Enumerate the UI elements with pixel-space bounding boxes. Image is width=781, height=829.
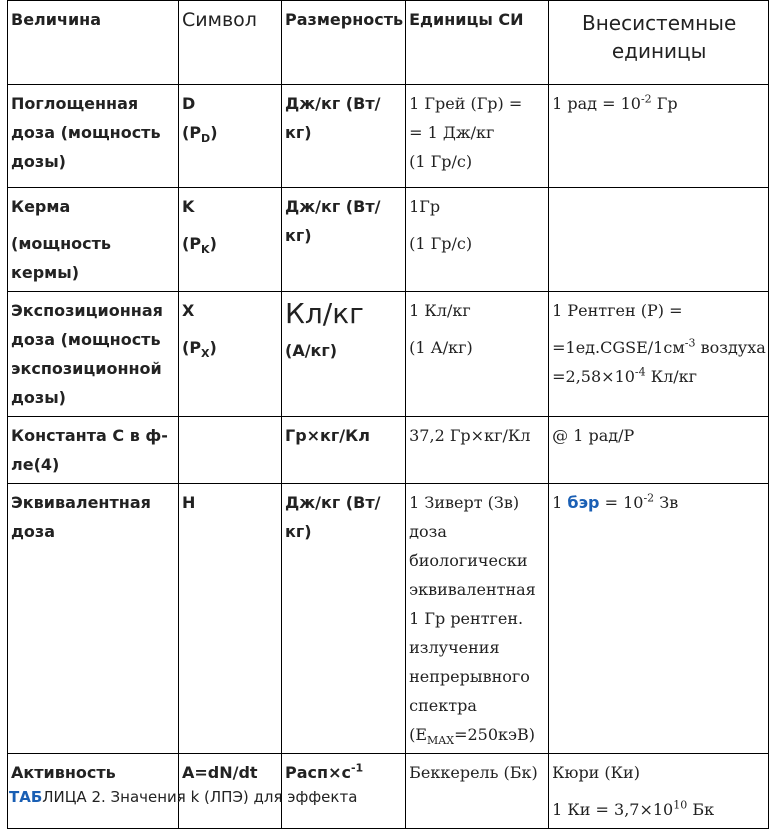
non-si-sup: -2	[640, 92, 652, 106]
quantity-line: экспозиционной	[11, 359, 162, 378]
quantity-line: дозы)	[11, 152, 66, 171]
si-cell	[406, 85, 549, 188]
quantity-cell	[8, 188, 179, 292]
symbol-rate-prefix: (P	[182, 123, 202, 142]
quantity-line: Константа С в ф-	[11, 426, 168, 445]
symbol-main: X	[182, 301, 195, 320]
si-line	[409, 720, 546, 749]
quantity-line: Поглощенная	[11, 94, 139, 113]
si-line: = 1 Дж/кг	[409, 123, 495, 142]
quantity-line: доза	[11, 522, 56, 541]
symbol-rate	[182, 333, 279, 362]
symbol-rate-prefix: (P	[182, 338, 202, 357]
si-line: (1 Гр/с)	[409, 234, 473, 253]
symbol-rate	[182, 118, 279, 147]
non-si-line	[552, 333, 766, 362]
si-cell	[406, 292, 549, 417]
dimension-cell	[282, 85, 406, 188]
caption-text: ЛИЦА 2. Значения k (ЛПЭ) для эффекта	[42, 788, 358, 806]
quantity-cell	[8, 85, 179, 188]
quantity-line: доза (мощность	[11, 123, 161, 142]
symbol-cell	[179, 292, 282, 417]
ber-link[interactable]: бэр	[567, 493, 600, 512]
si-line: 1 Гр рентген.	[409, 609, 524, 628]
non-si-text: 1 рад = 10	[552, 94, 641, 113]
dimension-line: Дж/кг (Вт/	[285, 94, 381, 113]
non-si-text: Зв	[654, 493, 679, 512]
dimension-line: Дж/кг (Вт/	[285, 493, 381, 512]
header-si-units: Единицы СИ	[406, 1, 549, 85]
symbol-rate-suffix: )	[209, 234, 217, 253]
non-si-text: Кл/кг	[645, 367, 698, 386]
si-cell	[406, 484, 549, 754]
symbol-main: K	[182, 197, 195, 216]
quantity-line: Керма	[11, 197, 71, 216]
symbol-cell	[179, 85, 282, 188]
non-si-text: Бк	[687, 800, 715, 819]
non-si-cell	[549, 292, 769, 417]
non-si-cell	[549, 754, 769, 829]
symbol-cell: A=dN/dt	[179, 754, 282, 829]
symbol-cell	[179, 417, 282, 484]
header-non-si-line: единицы	[611, 39, 707, 63]
symbol-cell: H	[179, 484, 282, 754]
symbol-cell	[179, 188, 282, 292]
si-line: 1 Грей (Гр) =	[409, 94, 523, 113]
si-line: доза	[409, 522, 447, 541]
quantity-line: Экспозиционная	[11, 301, 163, 320]
quantity-line: доза (мощность	[11, 330, 161, 349]
symbol-rate-suffix: )	[209, 338, 217, 357]
si-sub: MAX	[427, 734, 455, 748]
symbol-rate-sub: K	[201, 243, 210, 257]
si-line: (1 Гр/с)	[409, 152, 473, 171]
si-text: =250кэВ)	[454, 725, 535, 744]
quantity-line: (мощность	[11, 234, 111, 253]
si-line: эквивалентная	[409, 580, 536, 599]
quantity-line: кермы)	[11, 263, 80, 282]
non-si-line: Кюри (Ки)	[552, 763, 640, 782]
symbol-rate-sub: D	[201, 132, 211, 146]
si-line: 1Гр	[409, 197, 441, 216]
si-line: непрерывного	[409, 667, 530, 686]
non-si-cell: @ 1 рад/Р	[549, 417, 769, 484]
header-non-si-line: Внесистемные	[581, 11, 737, 35]
quantity-cell	[8, 417, 179, 484]
si-line: (1 А/кг)	[409, 338, 473, 357]
si-cell: Беккерель (Бк)	[406, 754, 549, 829]
symbol-rate-prefix: (P	[182, 234, 202, 253]
table-row	[8, 417, 769, 484]
non-si-text: Гр	[651, 94, 678, 113]
quantity-cell	[8, 484, 179, 754]
quantity-cell	[8, 292, 179, 417]
non-si-text: воздуха	[695, 338, 766, 357]
non-si-sup: -3	[684, 336, 696, 350]
non-si-line	[552, 362, 766, 391]
si-line: 1 Кл/кг	[409, 301, 471, 320]
symbol-rate-suffix: )	[210, 123, 218, 142]
dimension-line: кг)	[285, 226, 312, 245]
non-si-sup: -2	[643, 491, 655, 505]
non-si-cell	[549, 484, 769, 754]
table-row	[8, 292, 769, 417]
non-si-sup: 10	[673, 798, 688, 812]
non-si-sup: -4	[634, 365, 646, 379]
si-text: (E	[409, 725, 428, 744]
table-row	[8, 484, 769, 754]
header-dimension: Размерность	[282, 1, 406, 85]
units-table	[7, 0, 769, 829]
header-non-si-units	[549, 1, 769, 85]
quantity-line: ле(4)	[11, 455, 60, 474]
non-si-text: 1	[552, 493, 568, 512]
dimension-cell: Гр×кг/Кл	[282, 417, 406, 484]
non-si-cell	[549, 188, 769, 292]
table-row	[8, 85, 769, 188]
dimension-big: Кл/кг	[285, 297, 364, 330]
quantity-line: дозы)	[11, 388, 66, 407]
header-symbol: Символ	[179, 1, 282, 85]
si-cell	[406, 188, 549, 292]
symbol-main: D	[182, 94, 196, 113]
si-line: 1 Зиверт (Зв)	[409, 493, 520, 512]
si-cell: 37,2 Гр×кг/Кл	[406, 417, 549, 484]
quantity-cell: Активность	[8, 754, 179, 829]
dimension-cell	[282, 188, 406, 292]
non-si-line: 1 Рентген (Р) =	[552, 301, 683, 320]
table-caption	[9, 788, 357, 806]
symbol-rate	[182, 229, 279, 258]
table-row	[8, 188, 769, 292]
non-si-text: = 10	[599, 493, 644, 512]
dimension-line: кг)	[285, 123, 312, 142]
header-row	[8, 1, 769, 85]
si-line: биологически	[409, 551, 528, 570]
dimension-sup: -1	[350, 761, 364, 775]
symbol-rate-sub: X	[201, 347, 210, 361]
header-quantity: Величина	[8, 1, 179, 85]
non-si-line	[552, 795, 766, 824]
dimension-line: кг)	[285, 522, 312, 541]
si-line: спектра	[409, 696, 477, 715]
non-si-text: 1 Ки = 3,7×10	[552, 800, 674, 819]
non-si-text: =2,58×10	[552, 367, 635, 386]
non-si-cell	[549, 85, 769, 188]
dimension-line: (А/кг)	[285, 341, 338, 360]
dimension-cell	[282, 292, 406, 417]
dimension-text: Расп×с	[285, 763, 351, 782]
quantity-line: Эквивалентная	[11, 493, 151, 512]
si-line: излучения	[409, 638, 500, 657]
non-si-text: =1ед.CGSE/1см	[552, 338, 685, 357]
dimension-line: Дж/кг (Вт/	[285, 197, 381, 216]
caption-link[interactable]: ТАБ	[9, 788, 43, 806]
dimension-cell	[282, 484, 406, 754]
